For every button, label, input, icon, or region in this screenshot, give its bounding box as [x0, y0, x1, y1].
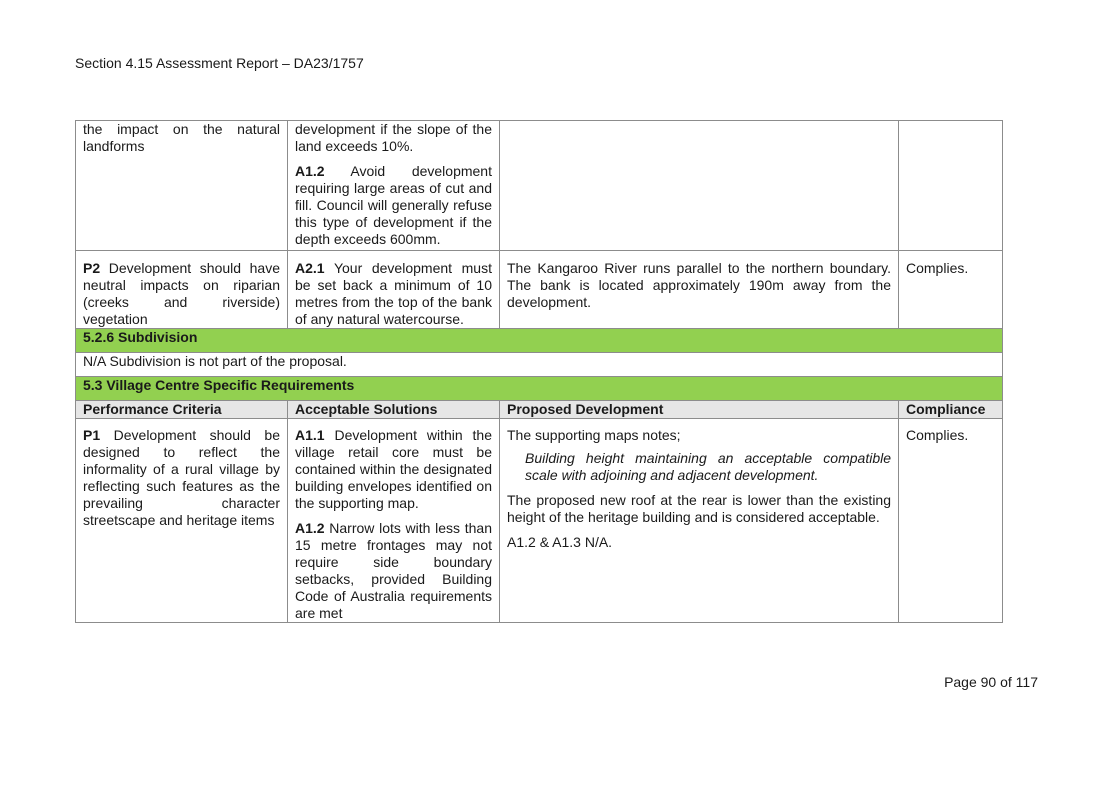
clause-label: A1.1 [295, 427, 325, 443]
clause-label: A2.1 [295, 260, 325, 276]
cell-text: The proposed new roof at the rear is lower than the existing height of the heritage building and is considered acceptable. [507, 492, 891, 525]
cell-text: the impact on the natural landforms [83, 121, 280, 154]
assessment-table [75, 120, 1003, 623]
compliance-cell [899, 121, 1003, 251]
acceptable-solutions-cell [288, 251, 500, 329]
section-heading: 5.2.6 Subdivision [76, 329, 1003, 353]
clause-text: Avoid development requiring large areas of cut and fill. Council will generally refuse this type of development if the depth exceeds 600mm. [295, 163, 492, 247]
section-row [76, 377, 1003, 401]
clause-label: A1.2 [295, 163, 325, 179]
clause-text: Your development must be set back a minimum of 10 metres from the top of the bank of any natural watercourse. [295, 260, 492, 327]
compliance-cell [899, 419, 1003, 623]
performance-criteria-cell [76, 419, 288, 623]
criteria-label: P1 [83, 427, 101, 443]
table-row [76, 419, 1003, 623]
performance-criteria-cell [76, 121, 288, 251]
page-number: Page 90 of 117 [944, 674, 1038, 690]
cell-text: The Kangaroo River runs parallel to the northern boundary. The bank is located approximately 190m away from the development. [507, 260, 891, 310]
column-header: Compliance [899, 401, 1003, 419]
section-row [76, 329, 1003, 353]
performance-criteria-cell [76, 251, 288, 329]
column-header: Performance Criteria [76, 401, 288, 419]
acceptable-solutions-cell [288, 419, 500, 623]
clause-text: Development within the village retail core must be contained within the designated building envelopes identified on the supporting map. [295, 427, 492, 511]
column-header: Proposed Development [500, 401, 899, 419]
proposed-development-cell [500, 121, 899, 251]
acceptable-solutions-cell [288, 121, 500, 251]
criteria-text: Development should have neutral impacts on riparian (creeks and riverside) vegetation [83, 260, 280, 327]
note-row [76, 353, 1003, 377]
compliance-status: Complies. [906, 427, 969, 443]
clause-label: A1.2 [295, 520, 325, 536]
table-row [76, 121, 1003, 251]
clause-text: Narrow lots with less than 15 metre frontages may not require side boundary setbacks, provided Building Code of Australia requirements are met [295, 520, 492, 621]
criteria-text: Development should be designed to reflect the informality of a rural village by reflecting such features as the prevailing character streetscape and heritage items [83, 427, 280, 528]
cell-text: development if the slope of the land exceeds 10%. [295, 121, 492, 154]
report-header: Section 4.15 Assessment Report – DA23/1757 [75, 55, 364, 71]
section-note: N/A Subdivision is not part of the proposal. [76, 353, 1003, 377]
quoted-note: Building height maintaining an acceptable compatible scale with adjoining and adjacent development. [525, 450, 891, 483]
proposed-development-cell [500, 419, 899, 623]
compliance-cell [899, 251, 1003, 329]
cell-text: The supporting maps notes; [507, 427, 681, 443]
cell-text: A1.2 & A1.3 N/A. [507, 534, 613, 550]
section-heading: 5.3 Village Centre Specific Requirements [76, 377, 1003, 401]
column-header-row [76, 401, 1003, 419]
proposed-development-cell [500, 251, 899, 329]
compliance-status: Complies. [906, 260, 969, 276]
criteria-label: P2 [83, 260, 101, 276]
column-header: Acceptable Solutions [288, 401, 500, 419]
table-row [76, 251, 1003, 329]
